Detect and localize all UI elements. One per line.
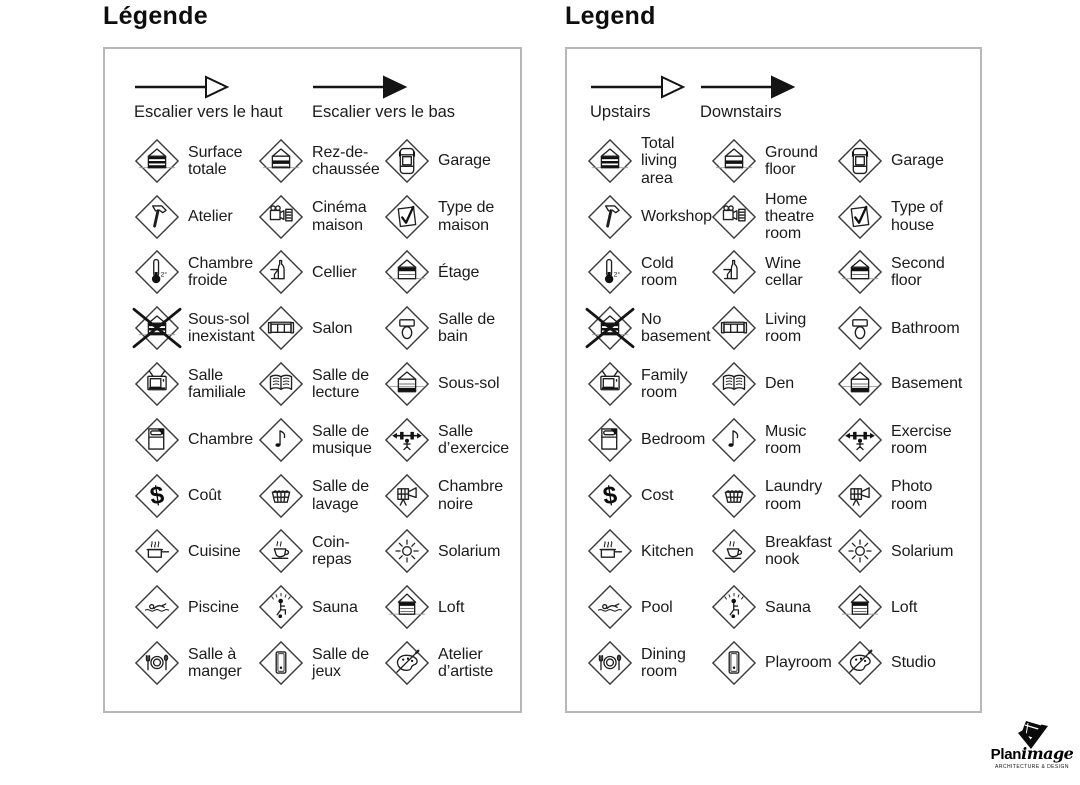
legend-item (258, 412, 384, 468)
cold-room-icon (587, 249, 633, 295)
legend-item-label: Music room (765, 422, 807, 457)
workshop-icon (134, 194, 180, 240)
legend-item (384, 412, 514, 468)
legend-item-icon-slot (711, 138, 757, 184)
legend-item (837, 245, 974, 301)
legend-item-icon-slot (384, 194, 430, 240)
legend-item-icon-slot (134, 473, 180, 519)
legend-item-label: Sauna (312, 598, 358, 616)
legend-item-label: Piscine (188, 598, 239, 616)
legend-grid-en (587, 133, 974, 691)
page-title-en: Legend (565, 2, 656, 30)
workshop-icon (587, 194, 633, 240)
ground-floor-icon (258, 138, 304, 184)
legend-item (384, 524, 514, 580)
legend-item-label: Playroom (765, 654, 832, 672)
legend-item-icon-slot (258, 584, 304, 630)
svg-text:$: $ (601, 480, 619, 511)
loft-icon (384, 584, 430, 630)
legend-item (134, 635, 258, 691)
legend-item (587, 635, 711, 691)
laundry-room-icon (711, 473, 757, 519)
legend-item-icon-slot (837, 417, 883, 463)
brand-plan: Plan (990, 746, 1022, 763)
legend-item (258, 524, 384, 580)
stairs-down-arrow (312, 75, 455, 122)
legend-item-label: Chambre (188, 431, 254, 449)
total-living-area-icon (587, 138, 633, 184)
legend-item (134, 468, 258, 524)
legend-item-icon-slot (258, 361, 304, 407)
legend-item-icon-slot (587, 361, 633, 407)
legend-item (587, 356, 711, 412)
legend-item-icon-slot (258, 473, 304, 519)
legend-item (134, 245, 258, 301)
legend-item (587, 300, 711, 356)
legend-item-label: Breakfast nook (765, 534, 832, 569)
kitchen-icon (134, 528, 180, 574)
legend-item (384, 579, 514, 635)
living-room-icon (711, 305, 757, 351)
legend-item-icon-slot (258, 249, 304, 295)
arrow-label: Upstairs (590, 103, 651, 121)
legend-item-icon-slot (587, 194, 633, 240)
legend-item-label: Photo room (891, 478, 933, 513)
upstairs-arrow-icon (590, 75, 685, 99)
photo-room-icon (837, 473, 883, 519)
legend-item-label: Sous-sol (438, 375, 500, 393)
legend-item-icon-slot (384, 249, 430, 295)
basement-icon (384, 361, 430, 407)
wine-cellar-icon (258, 249, 304, 295)
legend-item-label: Bathroom (891, 319, 960, 337)
legend-item-icon-slot (587, 584, 633, 630)
studio-icon (837, 640, 883, 686)
legend-item-icon-slot (134, 361, 180, 407)
svg-text:2°: 2° (613, 271, 621, 279)
dining-room-icon (134, 640, 180, 686)
legend-grid-fr (134, 133, 514, 691)
legend-item-icon-slot (587, 473, 633, 519)
legend-item-label: Family room (641, 366, 688, 402)
legend-item-label: Pool (641, 598, 673, 616)
legend-item-icon-slot (711, 305, 757, 351)
legend-item-icon-slot (258, 305, 304, 351)
legend-item-label: Salle familiale (188, 366, 246, 402)
legend-item (258, 245, 384, 301)
legend-item-icon-slot (384, 138, 430, 184)
legend-item-label: Home theatre room (765, 190, 815, 243)
legend-item-label: Chambre noire (438, 478, 504, 513)
living-room-icon (258, 305, 304, 351)
legend-item-label: Coût (188, 487, 222, 505)
legend-item-icon-slot (134, 138, 180, 184)
legend-item-label: Studio (891, 654, 936, 672)
garage-icon (837, 138, 883, 184)
legend-item-label: Chambre froide (188, 255, 254, 290)
loft-icon (837, 584, 883, 630)
playroom-icon (258, 640, 304, 686)
home-theatre-icon (711, 194, 757, 240)
legend-item-icon-slot (711, 361, 757, 407)
legend-item (587, 524, 711, 580)
legend-item-label: Wine cellar (765, 255, 803, 290)
legend-item (134, 356, 258, 412)
exercise-room-icon (837, 417, 883, 463)
legend-item-icon-slot (134, 305, 180, 351)
garage-icon (384, 138, 430, 184)
legend-item-label: Exercise room (891, 422, 952, 457)
playroom-icon (711, 640, 757, 686)
den-icon (258, 361, 304, 407)
pool-icon (587, 584, 633, 630)
legend-item-icon-slot (837, 305, 883, 351)
legend-item (587, 133, 711, 189)
legend-item (587, 245, 711, 301)
legend-item-label: Dining room (641, 645, 686, 681)
legend-panel-en (565, 47, 982, 713)
page-title-fr: Légende (103, 2, 208, 30)
legend-item-icon-slot (711, 249, 757, 295)
legend-item-icon-slot (134, 417, 180, 463)
legend-item (134, 524, 258, 580)
legend-item-icon-slot (384, 584, 430, 630)
legend-item-icon-slot (134, 584, 180, 630)
photo-room-icon (384, 473, 430, 519)
legend-item (711, 468, 837, 524)
legend-item (587, 412, 711, 468)
legend-item-label: Salon (312, 319, 353, 337)
planimage-wordmark (986, 746, 1078, 763)
type-of-house-icon (384, 194, 430, 240)
legend-item-label: Salle d’exercice (438, 422, 510, 457)
legend-item-label: Loft (891, 598, 918, 616)
legend-item-label: Salle à manger (188, 645, 242, 681)
legend-item-icon-slot (384, 528, 430, 574)
legend-item-label: Cost (641, 487, 674, 505)
cost-icon (134, 473, 180, 519)
solarium-icon (384, 528, 430, 574)
legend-item (711, 245, 837, 301)
legend-item (134, 189, 258, 245)
downstairs-arrow-icon (700, 75, 795, 99)
legend-item-icon-slot (134, 194, 180, 240)
second-floor-icon (837, 249, 883, 295)
brand-image: image (1021, 744, 1074, 763)
legend-item (134, 133, 258, 189)
legend-item-label: Atelier d’artiste (438, 645, 494, 681)
legend-item-icon-slot (258, 640, 304, 686)
arrow-label: Downstairs (700, 103, 782, 121)
legend-item-label: Type of house (891, 199, 943, 234)
legend-item-label: Atelier (188, 208, 233, 226)
legend-item (837, 468, 974, 524)
bathroom-icon (837, 305, 883, 351)
breakfast-nook-icon (711, 528, 757, 574)
legend-item-icon-slot (587, 640, 633, 686)
legend-item-label: Salle de bain (438, 311, 496, 346)
legend-item-label: Coin-repas (312, 534, 352, 569)
legend-item (837, 635, 974, 691)
legend-item-icon-slot (711, 473, 757, 519)
legend-item-label: Cinéma maison (312, 199, 367, 234)
legend-item (837, 300, 974, 356)
bathroom-icon (384, 305, 430, 351)
legend-item-label: Basement (891, 375, 963, 393)
stairs-arrows-en (567, 49, 980, 131)
legend-item-label: Garage (438, 152, 491, 170)
music-room-icon (711, 417, 757, 463)
legend-item-label: No basement (641, 311, 711, 346)
legend-panel-fr (103, 47, 522, 713)
legend-item-icon-slot (711, 194, 757, 240)
legend-item-label: Surface totale (188, 143, 243, 178)
legend-item (711, 412, 837, 468)
legend-item-label: Type de maison (438, 199, 495, 234)
legend-item (384, 189, 514, 245)
legend-item (587, 189, 711, 245)
legend-item-icon-slot (258, 138, 304, 184)
legend-item-icon-slot (384, 305, 430, 351)
legend-item (587, 468, 711, 524)
legend-item-icon-slot (711, 528, 757, 574)
legend-item-icon-slot (837, 528, 883, 574)
sauna-icon (711, 584, 757, 630)
no-basement-icon (587, 305, 633, 351)
legend-item-icon-slot (587, 305, 633, 351)
second-floor-icon (384, 249, 430, 295)
studio-icon (384, 640, 430, 686)
den-icon (711, 361, 757, 407)
legend-item-label: Étage (438, 263, 480, 281)
bedroom-icon (134, 417, 180, 463)
legend-item (258, 356, 384, 412)
legend-item (837, 579, 974, 635)
legend-item-label: Salle de lavage (312, 478, 370, 513)
sauna-icon (258, 584, 304, 630)
planimage-logo (986, 720, 1078, 770)
legend-item-label: Workshop (641, 208, 712, 226)
svg-text:2°: 2° (160, 271, 168, 279)
legend-item-icon-slot (258, 417, 304, 463)
arrow-label: Escalier vers le bas (312, 103, 456, 121)
legend-item (711, 524, 837, 580)
stairs-up-arrow (590, 75, 685, 122)
bedroom-icon (587, 417, 633, 463)
legend-item-icon-slot (134, 249, 180, 295)
legend-item (258, 189, 384, 245)
downstairs-arrow-icon (312, 75, 407, 99)
legend-item-label: Kitchen (641, 542, 694, 560)
legend-item (258, 133, 384, 189)
dining-room-icon (587, 640, 633, 686)
legend-item (384, 356, 514, 412)
legend-item-label: Solarium (438, 542, 501, 560)
legend-item-label: Bedroom (641, 431, 706, 449)
family-room-icon (587, 361, 633, 407)
legend-item (384, 300, 514, 356)
legend-item (837, 356, 974, 412)
legend-item-label: Cold room (641, 255, 678, 290)
legend-item (711, 300, 837, 356)
home-theatre-icon (258, 194, 304, 240)
legend-item-icon-slot (711, 640, 757, 686)
upstairs-arrow-icon (134, 75, 229, 99)
stairs-down-arrow (700, 75, 795, 122)
legend-item (134, 579, 258, 635)
legend-item (711, 635, 837, 691)
pool-icon (134, 584, 180, 630)
type-of-house-icon (837, 194, 883, 240)
legend-item (384, 635, 514, 691)
legend-item-icon-slot (837, 249, 883, 295)
legend-item (258, 468, 384, 524)
legend-item-label: Sauna (765, 598, 811, 616)
legend-item-icon-slot (134, 528, 180, 574)
legend-item (837, 412, 974, 468)
legend-item (837, 133, 974, 189)
legend-item (384, 133, 514, 189)
legend-item (384, 468, 514, 524)
exercise-room-icon (384, 417, 430, 463)
legend-item-icon-slot (837, 194, 883, 240)
legend-item (711, 579, 837, 635)
legend-item (134, 300, 258, 356)
legend-item-icon-slot (587, 138, 633, 184)
cost-icon (587, 473, 633, 519)
legend-item (837, 524, 974, 580)
legend-item-icon-slot (258, 528, 304, 574)
legend-item (258, 635, 384, 691)
legend-item-icon-slot (711, 417, 757, 463)
legend-item-label: Salle de lecture (312, 366, 370, 402)
legend-item-label: Second floor (891, 255, 945, 290)
stairs-arrows-fr (105, 49, 520, 131)
legend-item (258, 579, 384, 635)
legend-item-icon-slot (384, 473, 430, 519)
legend-item-icon-slot (587, 249, 633, 295)
music-room-icon (258, 417, 304, 463)
stairs-up-arrow (134, 75, 283, 122)
legend-item-label: Total living area (641, 135, 677, 187)
family-room-icon (134, 361, 180, 407)
legend-item-icon-slot (258, 194, 304, 240)
legend-item-label: Ground floor (765, 143, 818, 178)
legend-item-icon-slot (837, 138, 883, 184)
legend-item (384, 245, 514, 301)
legend-item-label: Living room (765, 311, 807, 346)
legend-item-icon-slot (587, 417, 633, 463)
legend-item-icon-slot (384, 361, 430, 407)
basement-icon (837, 361, 883, 407)
legend-item-label: Cellier (312, 263, 357, 281)
laundry-room-icon (258, 473, 304, 519)
legend-item-label: Sous-sol inexistant (188, 311, 255, 346)
legend-item-icon-slot (837, 640, 883, 686)
legend-item-label: Garage (891, 152, 944, 170)
arrow-label: Escalier vers le haut (134, 103, 283, 121)
legend-item-icon-slot (134, 640, 180, 686)
legend-item-label: Salle de musique (312, 422, 372, 457)
legend-item-icon-slot (837, 361, 883, 407)
logo-tagline: ARCHITECTURE & DESIGN (995, 764, 1069, 770)
breakfast-nook-icon (258, 528, 304, 574)
legend-item (258, 300, 384, 356)
legend-item-icon-slot (711, 584, 757, 630)
legend-item-icon-slot (837, 473, 883, 519)
legend-item (837, 189, 974, 245)
legend-item (134, 412, 258, 468)
legend-item-label: Loft (438, 598, 465, 616)
legend-item-label: Den (765, 375, 795, 393)
legend-item (587, 579, 711, 635)
solarium-icon (837, 528, 883, 574)
legend-item (711, 133, 837, 189)
legend-item-icon-slot (384, 640, 430, 686)
legend-item-label: Solarium (891, 542, 954, 560)
legend-item-label: Cuisine (188, 542, 241, 560)
kitchen-icon (587, 528, 633, 574)
total-living-area-icon (134, 138, 180, 184)
legend-item-label: Rez-de-chaussée (312, 143, 380, 178)
legend-item (711, 189, 837, 245)
legend-item-icon-slot (587, 528, 633, 574)
legend-item (711, 356, 837, 412)
legend-item-label: Laundry room (765, 478, 823, 513)
ground-floor-icon (711, 138, 757, 184)
legend-item-label: Salle de jeux (312, 645, 370, 681)
no-basement-icon (134, 305, 180, 351)
cold-room-icon (134, 249, 180, 295)
legend-item-icon-slot (384, 417, 430, 463)
legend-item-icon-slot (837, 584, 883, 630)
svg-text:$: $ (148, 480, 166, 511)
wine-cellar-icon (711, 249, 757, 295)
